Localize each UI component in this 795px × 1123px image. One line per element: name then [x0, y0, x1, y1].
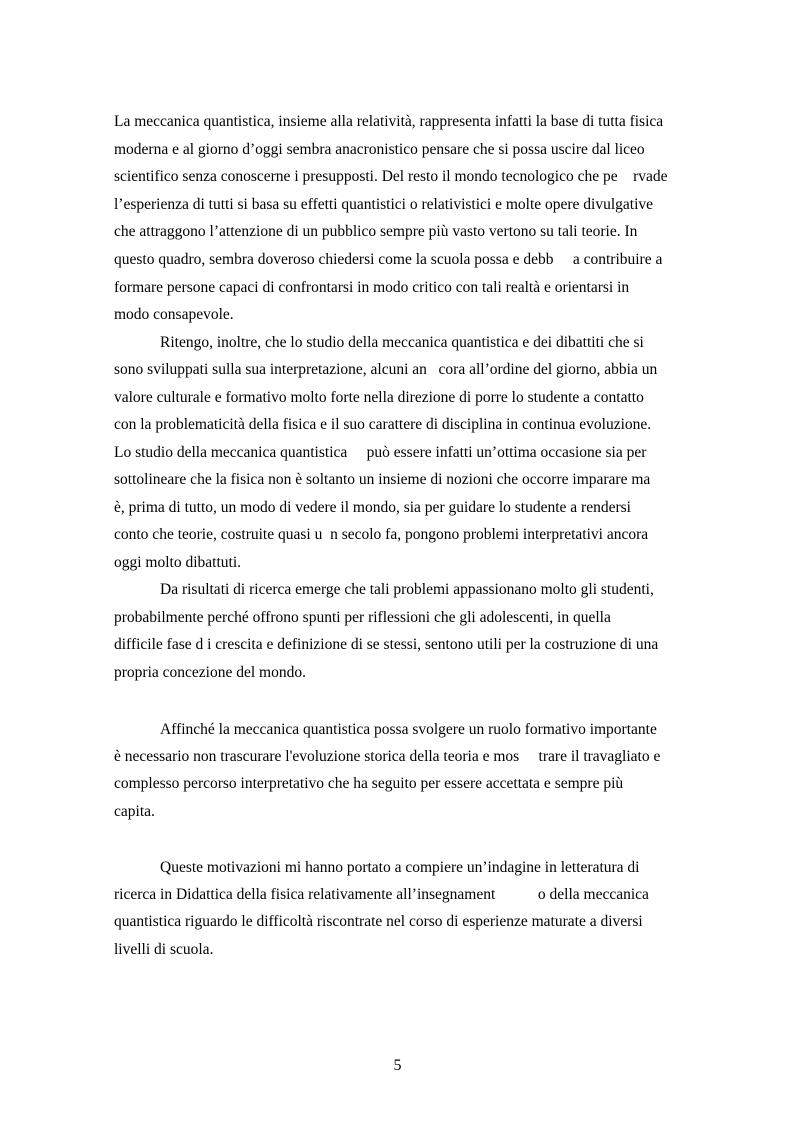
page-number: 5 [393, 1057, 402, 1074]
paragraph-4-line-1: Affinché la meccanica quantistica possa svolgere un ruolo formativo importante [160, 721, 657, 738]
paragraph-1-line-4: l’esperienza di tutti si basa su effetti quantistici o relativistici e molte opere divulgative [114, 196, 654, 213]
paragraph-1-line-1: La meccanica quantistica, insieme alla relatività, rappresenta infatti la base di tutta fisica [114, 113, 664, 130]
paragraph-1-line-8: modo consapevole. [114, 306, 234, 323]
paragraph-2-line-3: valore culturale e formativo molto forte nella direzione di porre lo studente a contatto [114, 389, 644, 406]
paragraph-1-line-7: formare persone capaci di confrontarsi in modo critico con tali realtà e orientarsi in [114, 279, 630, 296]
paragraph-4-line-4: capita. [114, 803, 155, 820]
paragraph-2-line-7: è, prima di tutto, un modo di vedere il mondo, sia per guidare lo studente a rendersi [114, 499, 631, 516]
paragraph-4-line-2: è necessario non trascurare l'evoluzione storica della teoria e mos trare il travagliato e [114, 748, 661, 765]
paragraph-5-line-3: quantistica riguardo le difficoltà riscontrate nel corso di esperienze maturate a diversi [114, 913, 643, 930]
paragraph-3-line-4: propria concezione del mondo. [114, 664, 306, 681]
paragraph-2-line-1: Ritengo, inoltre, che lo studio della meccanica quantistica e dei dibattiti che si [160, 334, 644, 351]
paragraph-2-line-5: Lo studio della meccanica quantistica può essere infatti un’ottima occasione sia per [114, 444, 647, 461]
paragraph-1-line-6: questo quadro, sembra doveroso chiedersi come la scuola possa e debb a contribuire a [114, 251, 663, 268]
paragraph-2-line-8: conto che teorie, costruite quasi u n secolo fa, pongono problemi interpretativi ancora [114, 526, 649, 543]
paragraph-4-line-3: complesso percorso interpretativo che ha seguito per essere accettata e sempre più [114, 775, 624, 792]
paragraph-3-line-2: probabilmente perché offrono spunti per riflessioni che gli adolescenti, in quella [114, 609, 611, 626]
paragraph-3-line-3: difficile fase d i crescita e definizione di se stessi, sentono utili per la costruzione di una [114, 636, 659, 653]
paragraph-5-line-2: ricerca in Didattica della fisica relativamente all’insegnament o della meccanica [114, 886, 649, 903]
paragraph-2-line-6: sottolineare che la fisica non è soltanto un insieme di nozioni che occorre imparare ma [114, 471, 651, 488]
paragraph-1-line-3: scientifico senza conoscerne i presupposti. Del resto il mondo tecnologico che pe rvade [114, 168, 668, 185]
paragraph-5-line-4: livelli di scuola. [114, 941, 214, 958]
paragraph-3-line-1: Da risultati di ricerca emerge che tali problemi appassionano molto gli studenti, [160, 581, 654, 598]
paragraph-1-line-5: che attraggono l’attenzione di un pubblico sempre più vasto vertono su tali teorie. In [114, 223, 638, 240]
paragraph-2-line-4: con la problematicità della fisica e il suo carattere di disciplina in continua evoluzione. [114, 416, 652, 433]
paragraph-5-line-1: Queste motivazioni mi hanno portato a compiere un’indagine in letteratura di [160, 859, 640, 876]
paragraph-1-line-2: moderna e al giorno d’oggi sembra anacronistico pensare che si possa uscire dal liceo [114, 141, 645, 158]
paragraph-2-line-9: oggi molto dibattuti. [114, 554, 242, 571]
paragraph-2-line-2: sono sviluppati sulla sua interpretazione, alcuni an cora all’ordine del giorno, abbia un [114, 361, 658, 378]
